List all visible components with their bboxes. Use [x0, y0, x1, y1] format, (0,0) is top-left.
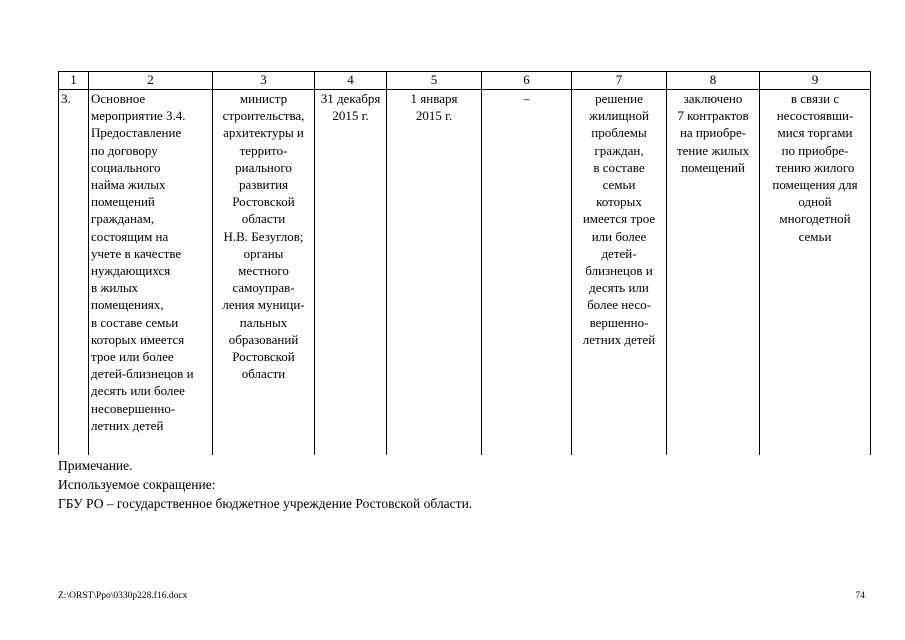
end-date-cell: 1 января 2015 г.	[387, 90, 482, 456]
column-number: 2	[89, 72, 213, 90]
abbreviation-heading: Используемое сокращение:	[58, 477, 216, 492]
dash-cell: –	[482, 90, 572, 456]
column-number: 4	[315, 72, 387, 90]
start-date-cell: 31 декабря 2015 г.	[315, 90, 387, 456]
row-number-cell: 3.	[59, 90, 89, 456]
file-path: Z:\ORST\Ppo\0330p228.f16.docx	[58, 591, 188, 601]
table-row	[59, 90, 871, 456]
page-number: 74	[855, 591, 865, 601]
measures-table	[58, 71, 871, 455]
column-number: 8	[667, 72, 760, 90]
column-number: 6	[482, 72, 572, 90]
responsible-cell: министр строительства, архитектуры и террито- риального развития Ростовской области Н.В. Безуглов; органы местного самоуправ- ления муници- пальных образований Ростовской области	[213, 90, 315, 456]
result-cell: решение жилищной проблемы граждан, в составе семьи которых имеется трое или более детей- близнецов и десять или более несо- вершенно- летних детей	[572, 90, 667, 456]
column-number: 5	[387, 72, 482, 90]
column-number: 7	[572, 72, 667, 90]
reason-cell: в связи с несостоявши- мися торгами по приобре- тению жилого помещения для одной многодетной семьи	[760, 90, 871, 456]
measure-cell: Основное мероприятие 3.4. Предоставление по договору социального найма жилых помещений гражданам, состоящим на учете в качестве нуждающихся в жилых помещениях, в составе семьи которых имеется трое или более детей-близнецов и десять или более несовершенно- летних детей	[89, 90, 213, 456]
column-number: 3	[213, 72, 315, 90]
abbreviation-text: ГБУ РО – государственное бюджетное учреждение Ростовской области.	[58, 496, 473, 511]
notes-block	[58, 456, 472, 513]
column-number: 9	[760, 72, 871, 90]
status-cell: заключено 7 контрактов на приобре- тение жилых помещений	[667, 90, 760, 456]
column-number: 1	[59, 72, 89, 90]
note-title: Примечание.	[58, 458, 133, 473]
column-number-row	[59, 72, 871, 90]
